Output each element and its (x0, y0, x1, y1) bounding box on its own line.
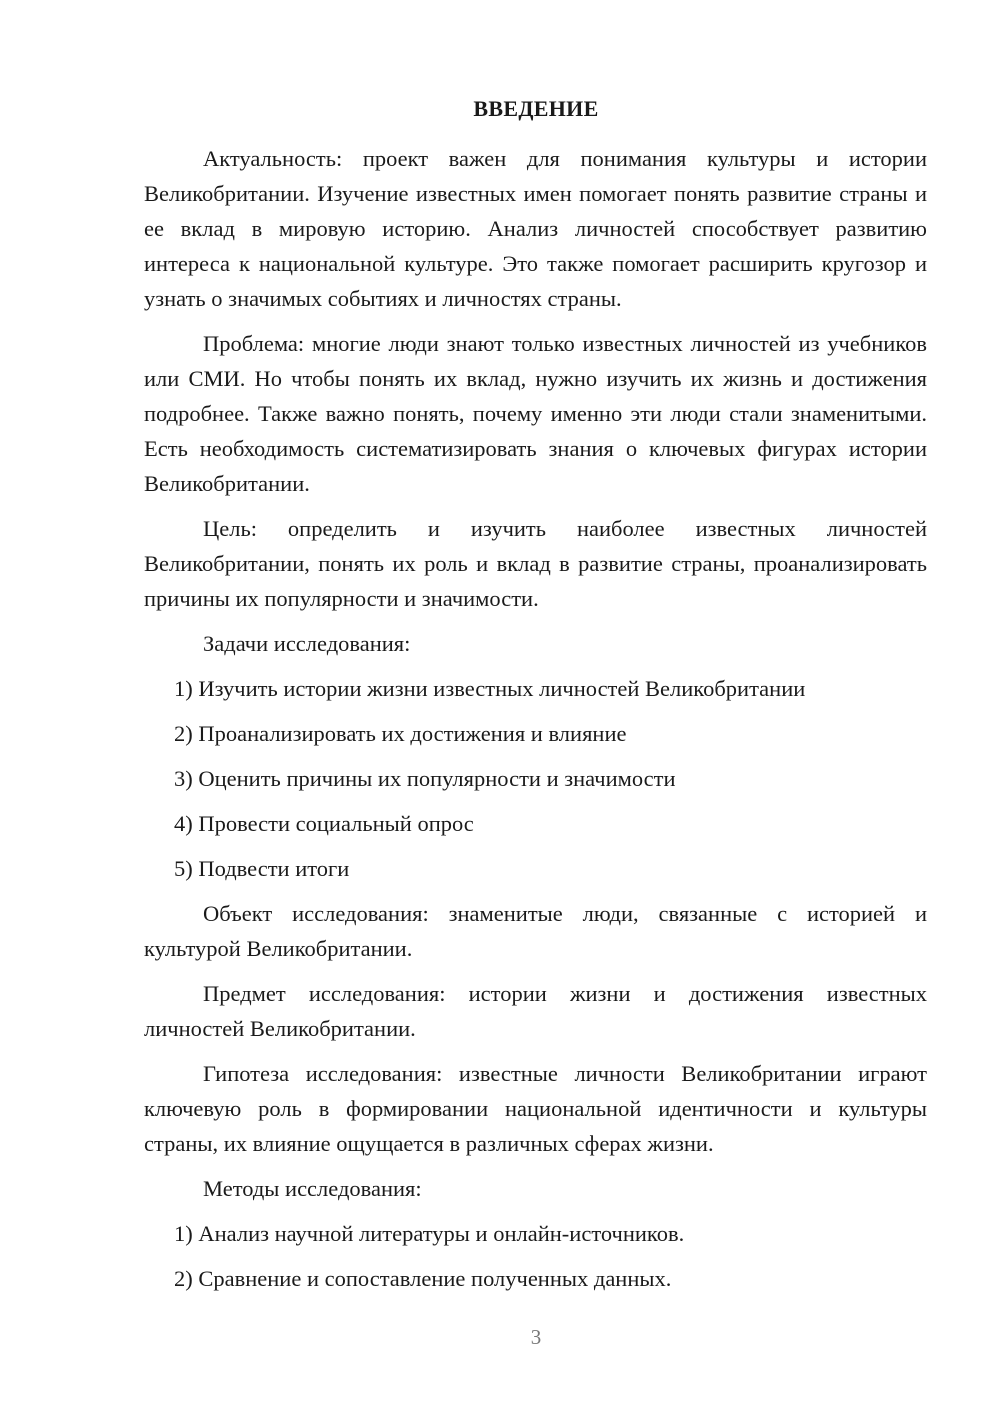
task-item: 5) Подвести итоги (174, 856, 350, 881)
methods-heading: Методы исследования: (203, 1176, 422, 1201)
tasks-heading: Задачи исследования: (203, 631, 411, 656)
page-title: ВВЕДЕНИЕ (473, 96, 599, 121)
page-number: 3 (530, 1325, 542, 1349)
paragraph-goal: Цель: определить и изучить наиболее известных личностей Великобритании, понять их роль и вклад в развитие страны, проанализировать причины их популярности и значимости. (144, 516, 927, 611)
paragraph-subject: Предмет исследования: истории жизни и достижения известных личностей Великобритании. (144, 981, 927, 1041)
paragraph-relevance: Актуальность: проект важен для понимания культуры и истории Великобритании. Изучение известных имен помогает понять развитие страны и ее вклад в мировую историю. Анализ личностей способствует развитию интереса к национальной культуре. Это также помогает расширить кругозор и узнать о значимых событиях и личностях страны. (144, 146, 927, 311)
task-item: 2) Проанализировать их достижения и влияние (174, 721, 627, 746)
paragraph-problem: Проблема: многие люди знают только известных личностей из учебников или СМИ. Но чтобы понять их вклад, нужно изучить их жизнь и достижения подробнее. Также важно понять, почему именно эти люди стали знаменитыми. Есть необходимость систематизировать знания о ключевых фигурах истории Великобритании. (144, 331, 927, 496)
method-item: 2) Сравнение и сопоставление полученных данных. (174, 1266, 672, 1291)
task-item: 3) Оценить причины их популярности и значимости (174, 766, 676, 791)
method-item: 1) Анализ научной литературы и онлайн-источников. (174, 1221, 685, 1246)
paragraph-object: Объект исследования: знаменитые люди, связанные с историей и культурой Великобритании. (144, 901, 927, 961)
task-item: 4) Провести социальный опрос (174, 811, 474, 836)
task-item: 1) Изучить истории жизни известных личностей Великобритании (174, 676, 806, 701)
paragraph-hypothesis: Гипотеза исследования: известные личности Великобритании играют ключевую роль в формировании национальной идентичности и культуры страны, их влияние ощущается в различных сферах жизни. (144, 1061, 927, 1156)
document-body (144, 141, 927, 1296)
